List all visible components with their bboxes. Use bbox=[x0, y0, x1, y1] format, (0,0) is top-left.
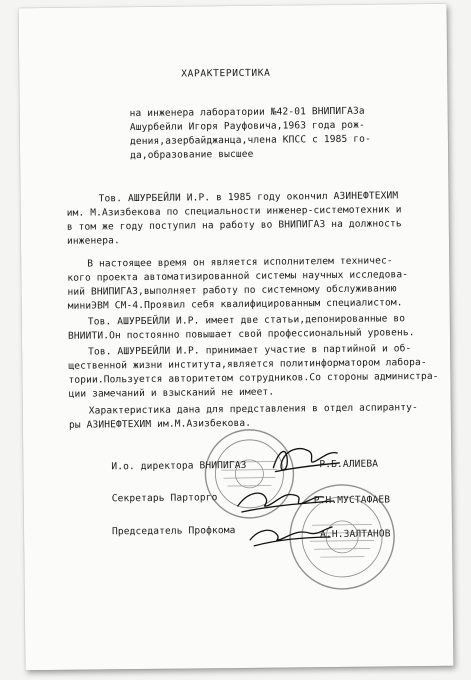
body-line: В настоящее время он является исполнителем техничес- bbox=[87, 255, 393, 270]
signature-role: И.о. директора ВНИПИГАЗ bbox=[111, 459, 247, 473]
header-line: да,образование высшее bbox=[130, 148, 254, 162]
body-line: ры АЗИНЕФТЕХИМ им.М.Азизбекова. bbox=[68, 417, 252, 431]
body-line: миниЭВМ СМ-4.Проявил себя квалифицированным специалистом. bbox=[67, 297, 403, 312]
body-line: ВНИИТИ.Он постоянно повышает свой профессиональный уровень. bbox=[67, 327, 415, 342]
body-line: ний ВНИПИГАЗ,выполняет работу по системному обслуживанию bbox=[67, 283, 397, 298]
body-line: Тов. АШУРБЕЙЛИ И.Р. в 1985 году окончил АЗИНЕФТЕХИМ bbox=[98, 190, 399, 205]
body-line: Тов. АШУРБЕЙЛИ И.Р. имеет две статьи,депонированные во bbox=[87, 313, 406, 328]
round-seal-stamp bbox=[205, 429, 294, 518]
signature-name: Р.Б.АЛИЕВА bbox=[319, 458, 379, 471]
header-line: Ашурбейли Игоря Рауфовича,1963 года рож- bbox=[129, 119, 365, 134]
body-line: тории.Пользуется авторитетом сотрудников.Со стороны администра- bbox=[68, 370, 439, 386]
signature-name: А.Н.ЗАЛТАНОВ bbox=[320, 528, 391, 541]
body-line: Характеристика дана для представления в отдел аспиранту- bbox=[88, 402, 418, 417]
header-line: дения,азербайджанца,члена КПСС с 1985 го- bbox=[129, 133, 371, 148]
body-line: в том же году поступил на работу во ВНИПИГАЗ на должность bbox=[66, 218, 402, 233]
header-line: на инженера лаборатории №42-01 ВНИПИГАЗа bbox=[129, 105, 365, 120]
stamps-and-signatures bbox=[19, 4, 454, 670]
signature-role: Секретарь Парторго bbox=[111, 492, 218, 505]
body-line: Тов. АШУРБЕЙЛИ И.Р. принимает участие в партийной и об- bbox=[88, 343, 412, 358]
body-line: им. М.Азизбекова по специальности инженер-системотехник и bbox=[66, 204, 402, 219]
body-line: ции замечаний и взысканий не имеет. bbox=[68, 386, 275, 400]
round-seal-stamp bbox=[290, 484, 395, 589]
body-line: щественной жизни института,является политинформатором лабора- bbox=[68, 357, 427, 372]
body-line: кого проекта автоматизированной системы научных исследова- bbox=[67, 269, 409, 284]
body-line: инженера. bbox=[66, 235, 120, 247]
document-title: ХАРАКТЕРИСТИКА bbox=[181, 67, 271, 80]
document-sheet bbox=[19, 4, 454, 670]
handwritten-signatures bbox=[237, 448, 340, 546]
signature-name: Р.Н.МУСТАФАЕВ bbox=[313, 494, 391, 507]
signature-role: Председатель Профкома bbox=[111, 525, 236, 538]
